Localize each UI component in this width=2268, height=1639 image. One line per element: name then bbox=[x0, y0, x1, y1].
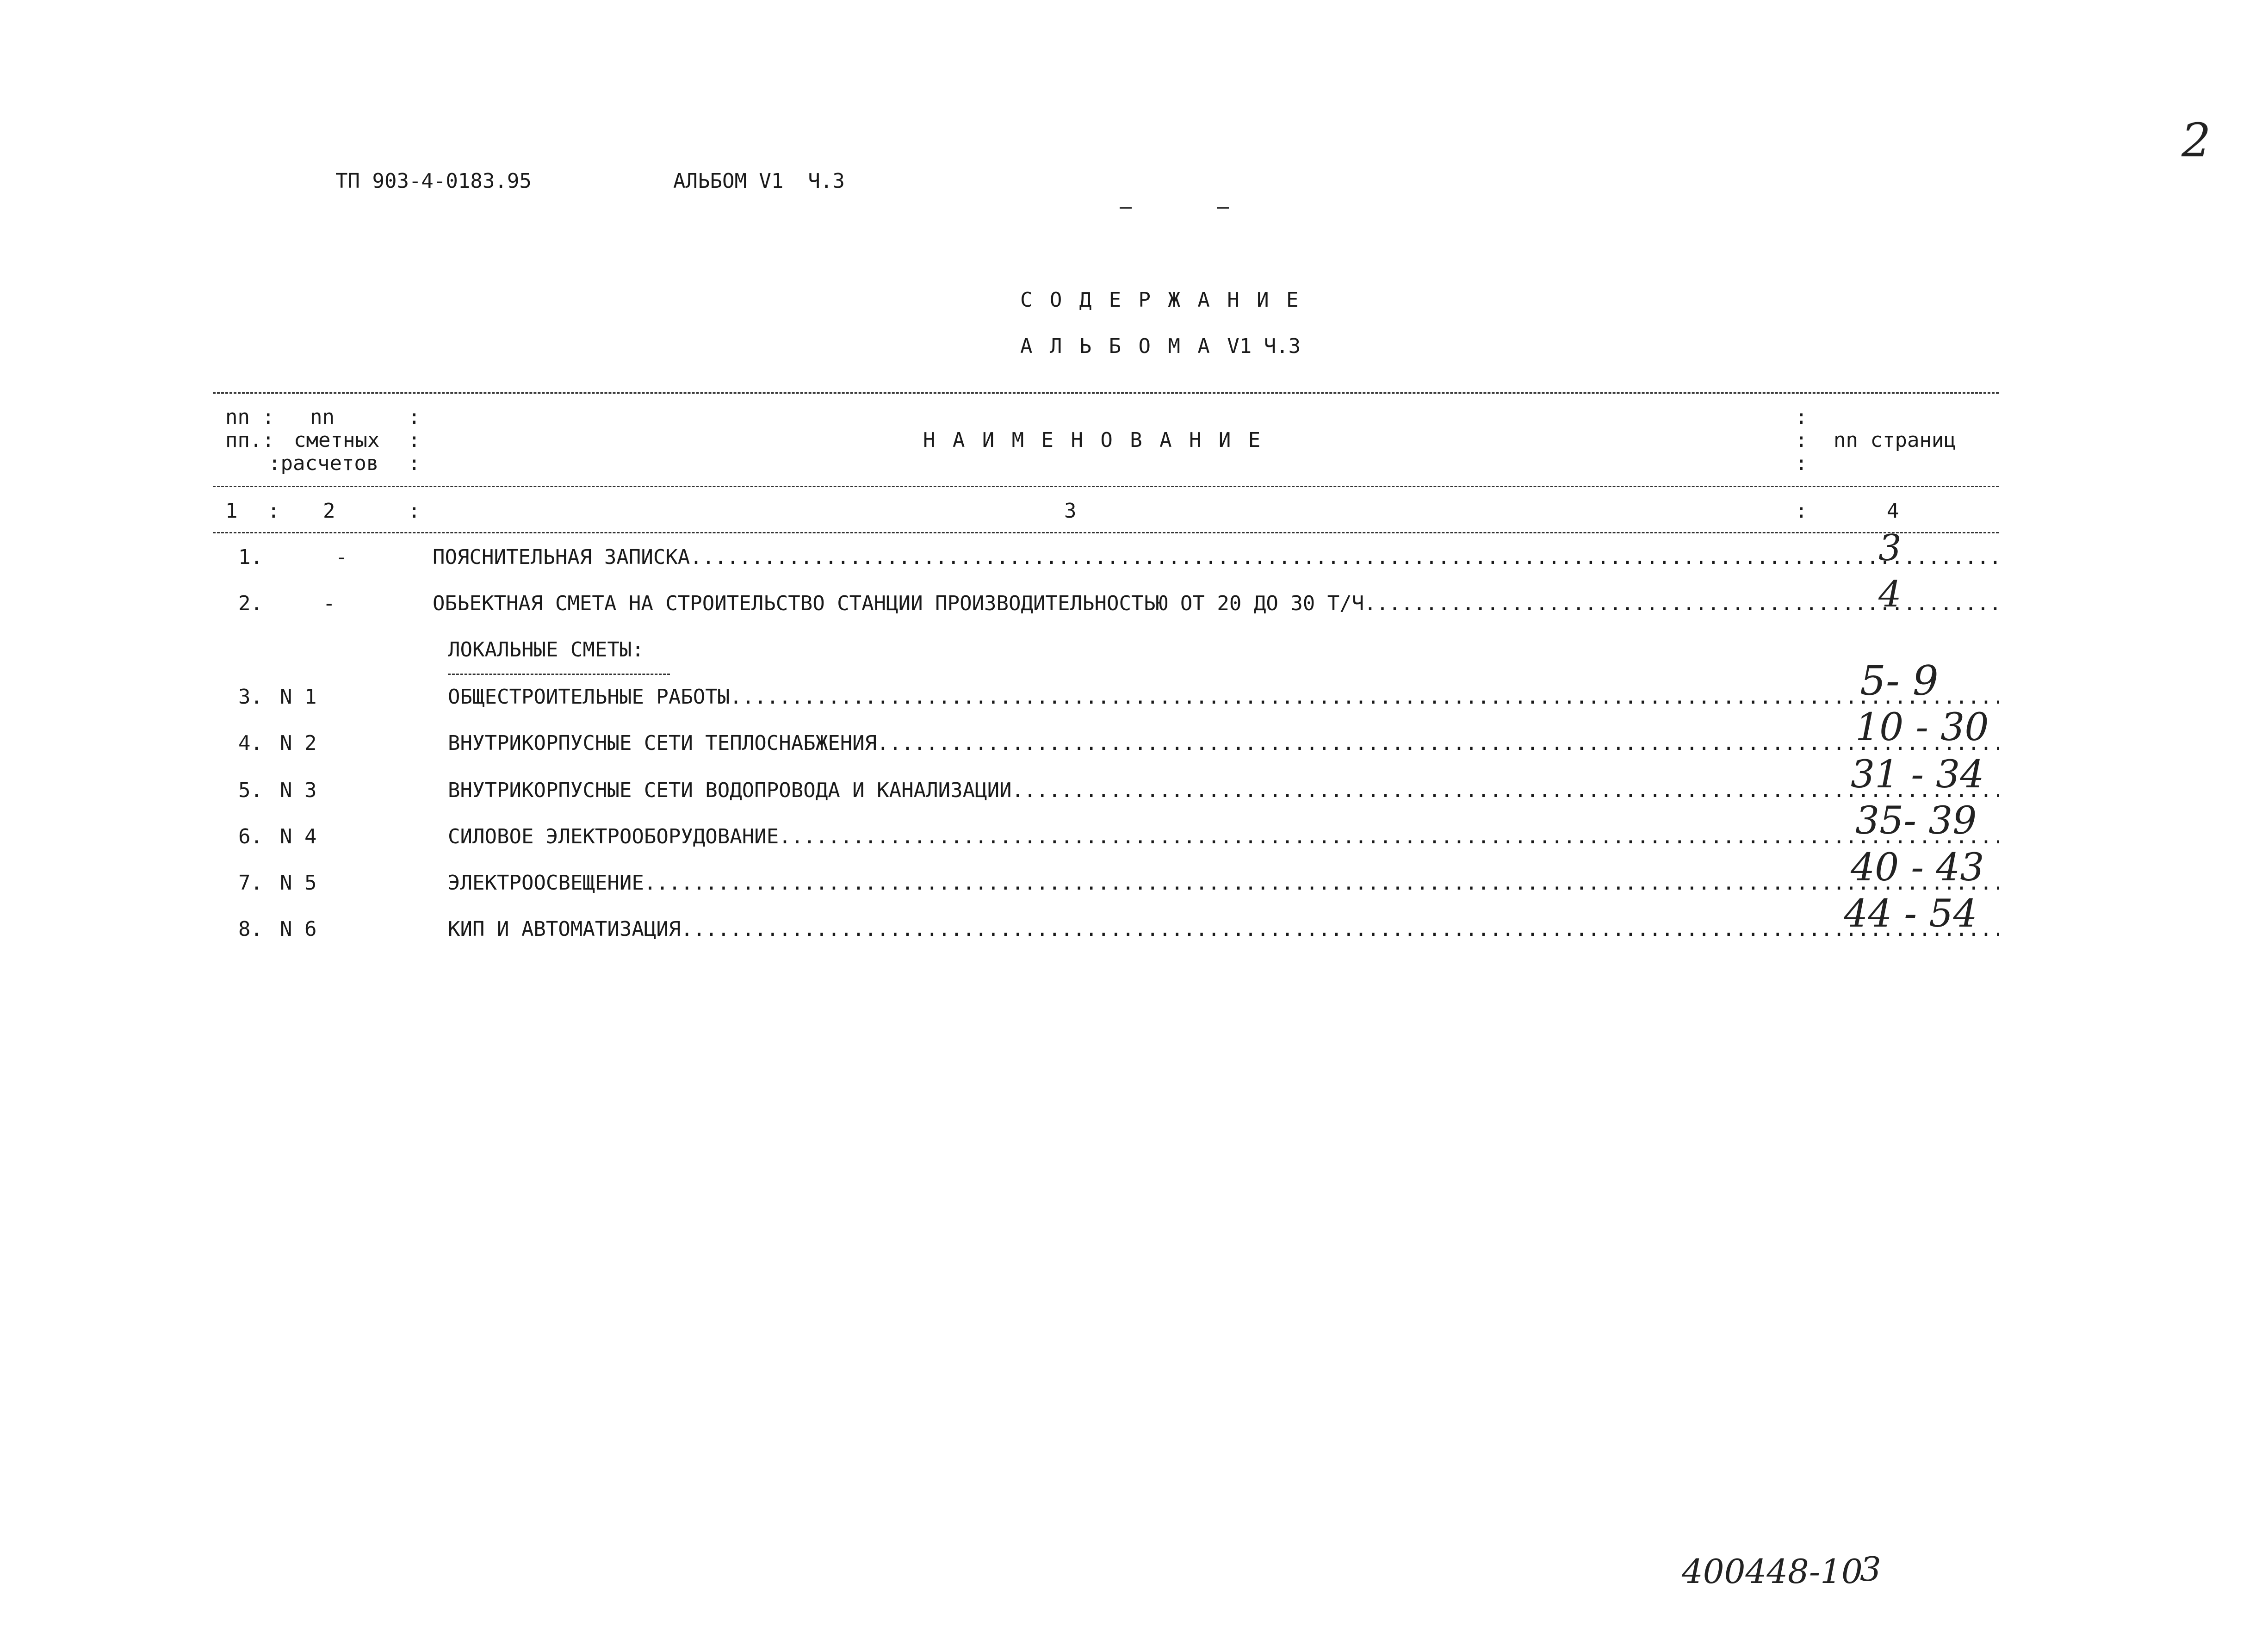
column-separator: : bbox=[408, 405, 421, 429]
row-calc: N 6 bbox=[280, 917, 317, 941]
row-calc: N 1 bbox=[280, 685, 317, 709]
column-separator: : bbox=[1795, 405, 1808, 429]
row-title: ОБЬЕКТНАЯ СМЕТА НА СТРОИТЕЛЬСТВО СТАНЦИИ ПРОИЗВОДИТЕЛЬНОСТЬЮ ОТ 20 ДО 30 Т/Ч ..... bbox=[433, 594, 1999, 614]
stray-mark bbox=[1217, 207, 1229, 209]
handwritten-pages: 3 bbox=[1878, 527, 1902, 569]
column-separator: : bbox=[1795, 451, 1808, 475]
handwritten-sheet-number: 3 bbox=[1860, 1550, 1881, 1589]
stray-mark bbox=[1120, 207, 1132, 209]
column-separator: : bbox=[267, 499, 280, 523]
row-number: 8. bbox=[238, 917, 263, 941]
handwritten-pages: 5- 9 bbox=[1860, 657, 1939, 705]
row-number: 5. bbox=[238, 779, 263, 802]
handwritten-page-mark: 2 bbox=[2181, 113, 2211, 167]
table-header-rule bbox=[213, 486, 1999, 487]
row-number: 4. bbox=[238, 731, 263, 755]
handwritten-pages: 10 - 30 bbox=[1855, 705, 1989, 749]
column-number: 1 bbox=[225, 499, 238, 523]
row-calc: N 4 bbox=[280, 825, 317, 848]
handwritten-pages: 35- 39 bbox=[1855, 799, 1977, 843]
section-label: ЛОКАЛЬНЫЕ СМЕТЫ: bbox=[448, 638, 644, 662]
header-col1-line1: nn : bbox=[225, 405, 274, 429]
column-separator: : bbox=[1795, 499, 1808, 523]
row-number: 7. bbox=[238, 871, 263, 895]
column-number: 4 bbox=[1887, 499, 1899, 523]
section-label-underline bbox=[448, 674, 670, 675]
row-calc: - bbox=[335, 545, 348, 569]
subtitle-word: АЛЬБОМА bbox=[1020, 334, 1227, 358]
column-number: 2 bbox=[323, 499, 335, 523]
row-title: ВНУТРИКОРПУСНЫЕ СЕТИ ВОДОПРОВОДА И КАНАЛИЗАЦИИ ..... bbox=[448, 780, 1999, 801]
handwritten-pages: 31 - 34 bbox=[1851, 753, 1984, 797]
row-calc: - bbox=[323, 592, 335, 615]
row-number: 3. bbox=[238, 685, 263, 709]
column-number: 3 bbox=[1064, 499, 1077, 523]
header-col2-line1: nn bbox=[310, 405, 335, 429]
header-col3-name: НАИМЕНОВАНИЕ bbox=[923, 428, 1278, 452]
header-col1-line2: пп.: bbox=[225, 428, 274, 452]
column-separator: : bbox=[1795, 428, 1808, 452]
table-top-rule bbox=[213, 392, 1999, 394]
row-number: 6. bbox=[238, 825, 263, 848]
album-label: АЛЬБОМ V1 Ч.3 bbox=[673, 169, 845, 193]
column-separator: : bbox=[408, 451, 421, 475]
row-title: ПОЯСНИТЕЛЬНАЯ ЗАПИСКА ..... bbox=[433, 547, 1999, 568]
handwritten-pages: 44 - 54 bbox=[1844, 892, 1977, 936]
table-numbers-rule bbox=[213, 532, 1999, 533]
row-title: ВНУТРИКОРПУСНЫЕ СЕТИ ТЕПЛОСНАБЖЕНИЯ ..... bbox=[448, 733, 1999, 754]
row-title: КИП И АВТОМАТИЗАЦИЯ ..... bbox=[448, 919, 1999, 940]
document-code: ТП 903-4-0183.95 bbox=[335, 169, 532, 193]
row-number: 2. bbox=[238, 592, 263, 615]
header-col2-line2: сметных bbox=[294, 428, 380, 452]
column-separator: : bbox=[408, 428, 421, 452]
handwritten-pages: 4 bbox=[1878, 574, 1902, 615]
row-title: ОБЩЕСТРОИТЕЛЬНЫЕ РАБОТЫ ..... bbox=[448, 687, 1999, 707]
handwritten-inventory-number: 400448-10 bbox=[1682, 1552, 1863, 1591]
row-number: 1. bbox=[238, 545, 263, 569]
row-title: СИЛОВОЕ ЭЛЕКТРООБОРУДОВАНИЕ ..... bbox=[448, 827, 1999, 847]
header-col4-pages: nn страниц bbox=[1834, 428, 1956, 452]
page-title: СОДЕРЖАНИЕ bbox=[1020, 288, 1316, 312]
page-subtitle bbox=[1020, 336, 1301, 357]
row-calc: N 3 bbox=[280, 779, 317, 802]
row-title: ЭЛЕКТРООСВЕЩЕНИЕ ..... bbox=[448, 873, 1999, 893]
subtitle-suffix: V1 Ч.3 bbox=[1227, 334, 1301, 358]
column-separator: : bbox=[408, 499, 421, 523]
header-col2-line3: :расчетов bbox=[268, 451, 379, 475]
handwritten-pages: 40 - 43 bbox=[1851, 846, 1984, 890]
row-calc: N 2 bbox=[280, 731, 317, 755]
row-calc: N 5 bbox=[280, 871, 317, 895]
